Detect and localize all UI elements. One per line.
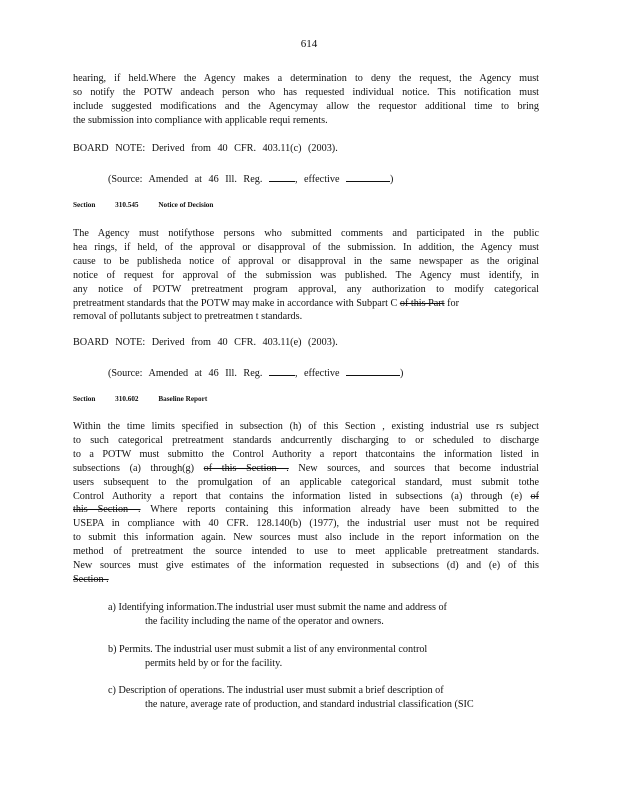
blank-line — [346, 366, 400, 376]
section-number: 310.602 — [115, 395, 139, 403]
struck-text: of — [530, 490, 539, 502]
source-suffix: ) — [400, 368, 404, 379]
blank-line — [346, 172, 390, 182]
section-title: Notice of Decision — [158, 201, 214, 209]
text-line: removal of pollutants subject to pretreatmen t standards. — [73, 311, 303, 323]
source-note — [108, 366, 403, 379]
text-fragment: subsections (a) through(g) — [73, 462, 195, 474]
page-number: 614 — [300, 38, 318, 50]
source-middle: , effective — [294, 368, 340, 379]
text-fragment: New sources, and sources that become industrial — [298, 462, 540, 474]
text-line: hearing, if held.Where the Agency makes a determination to deny the request, the Agency must — [73, 73, 539, 84]
text-line: cause to be publisheda notice of approval or disapproval in the same newspaper as the original — [73, 255, 539, 267]
board-note: BOARD NOTE: Derived from 40 CFR. 403.11(c) (2003). — [73, 143, 338, 154]
text-fragment: pretreatment standards that the POTW may make in accordance with Subpart C — [73, 297, 398, 309]
paragraph-baseline-report — [73, 420, 539, 587]
section-label: Section — [73, 395, 96, 403]
text-line: c) Description of operations. The industrial user must submit a brief description of — [108, 685, 444, 696]
text-line: users subsequent to the promulgation of an applicable categorical standard, must submit tothe — [73, 476, 539, 488]
text-fragment: Control Authority a report that contains the information listed in subsections (a) through (e) — [73, 490, 523, 502]
paragraph-notice — [73, 227, 539, 324]
list-item — [108, 601, 538, 629]
section-label: Section — [73, 201, 96, 209]
text-line — [73, 573, 539, 587]
source-suffix: ) — [390, 174, 394, 185]
source-note — [108, 172, 393, 185]
list-item — [108, 684, 538, 712]
board-note: BOARD NOTE: Derived from 40 CFR. 403.11(e) (2003). — [73, 337, 338, 348]
text-line: so notify the POTW andeach person who has requested individual notice. This notification must — [73, 86, 539, 98]
text-line — [73, 503, 539, 517]
struck-text: this Section . — [73, 504, 141, 516]
section-heading — [73, 395, 225, 403]
text-line: the facility including the name of the operator and owners. — [145, 615, 384, 627]
text-line: permits held by or for the facility. — [145, 657, 283, 669]
text-line: any notice of POTW pretreatment program approval, any authorization to modify categorical — [73, 283, 539, 295]
source-prefix: (Source: Amended at 46 Ill. Reg. — [108, 368, 263, 379]
blank-line — [269, 172, 295, 182]
text-line: to submit this information again. New sources must also include in the report information on the — [73, 532, 539, 544]
blank-line — [269, 366, 295, 376]
text-fragment: Where reports containing this information already have been submitted to the — [150, 504, 539, 516]
paragraph-hearing — [73, 72, 539, 128]
text-line: include suggested modifications and the Agencymay allow the requestor additional time to bring — [73, 100, 539, 112]
text-line: The Agency must notifythose persons who submitted comments and participated in the public — [73, 228, 539, 239]
text-line: USEPA in compliance with 40 CFR. 128.140(b) (1977), the industrial user must not be required — [73, 518, 539, 530]
text-line: Within the time limits specified in subsection (h) of this Section , existing industrial use rs subject — [73, 421, 539, 432]
source-middle: , effective — [294, 174, 340, 185]
struck-text: of this Section . — [203, 462, 289, 474]
struck-text: Section . — [73, 573, 109, 585]
section-title: Baseline Report — [158, 395, 208, 403]
text-line: to such categorical pretreatment standards andcurrently discharging to or scheduled to discharge — [73, 434, 539, 446]
list-item — [108, 643, 538, 671]
text-line: a) Identifying information.The industrial user must submit the name and address of — [108, 602, 447, 613]
text-line — [73, 297, 539, 311]
text-fragment: for — [447, 297, 459, 309]
section-number: 310.545 — [115, 201, 139, 209]
source-prefix: (Source: Amended at 46 Ill. Reg. — [108, 174, 263, 185]
text-line: b) Permits. The industrial user must submit a list of any environmental control — [108, 644, 428, 655]
text-line: notice of request for approval of the submission was published. The Agency must identify, in — [73, 269, 539, 281]
section-heading — [73, 201, 231, 209]
text-line: hea rings, if held, of the approval or disapproval of the submission. In addition, the Agency must — [73, 241, 539, 253]
text-line: New sources must give estimates of the information requested in subsections (d) and (e) of this — [73, 560, 539, 572]
text-line — [73, 462, 539, 476]
text-line: to a POTW must submitto the Control Authority a report thatcontains the information listed in — [73, 448, 539, 460]
struck-text: of this Part — [399, 297, 445, 309]
text-line — [73, 490, 539, 504]
text-line: method of pretreatment the source intended to use to meet applicable pretreatment standards. — [73, 546, 539, 558]
text-line: the submission into compliance with applicable requi rements. — [73, 114, 328, 126]
text-line: the nature, average rate of production, and standard industrial classification (SIC — [145, 698, 474, 710]
